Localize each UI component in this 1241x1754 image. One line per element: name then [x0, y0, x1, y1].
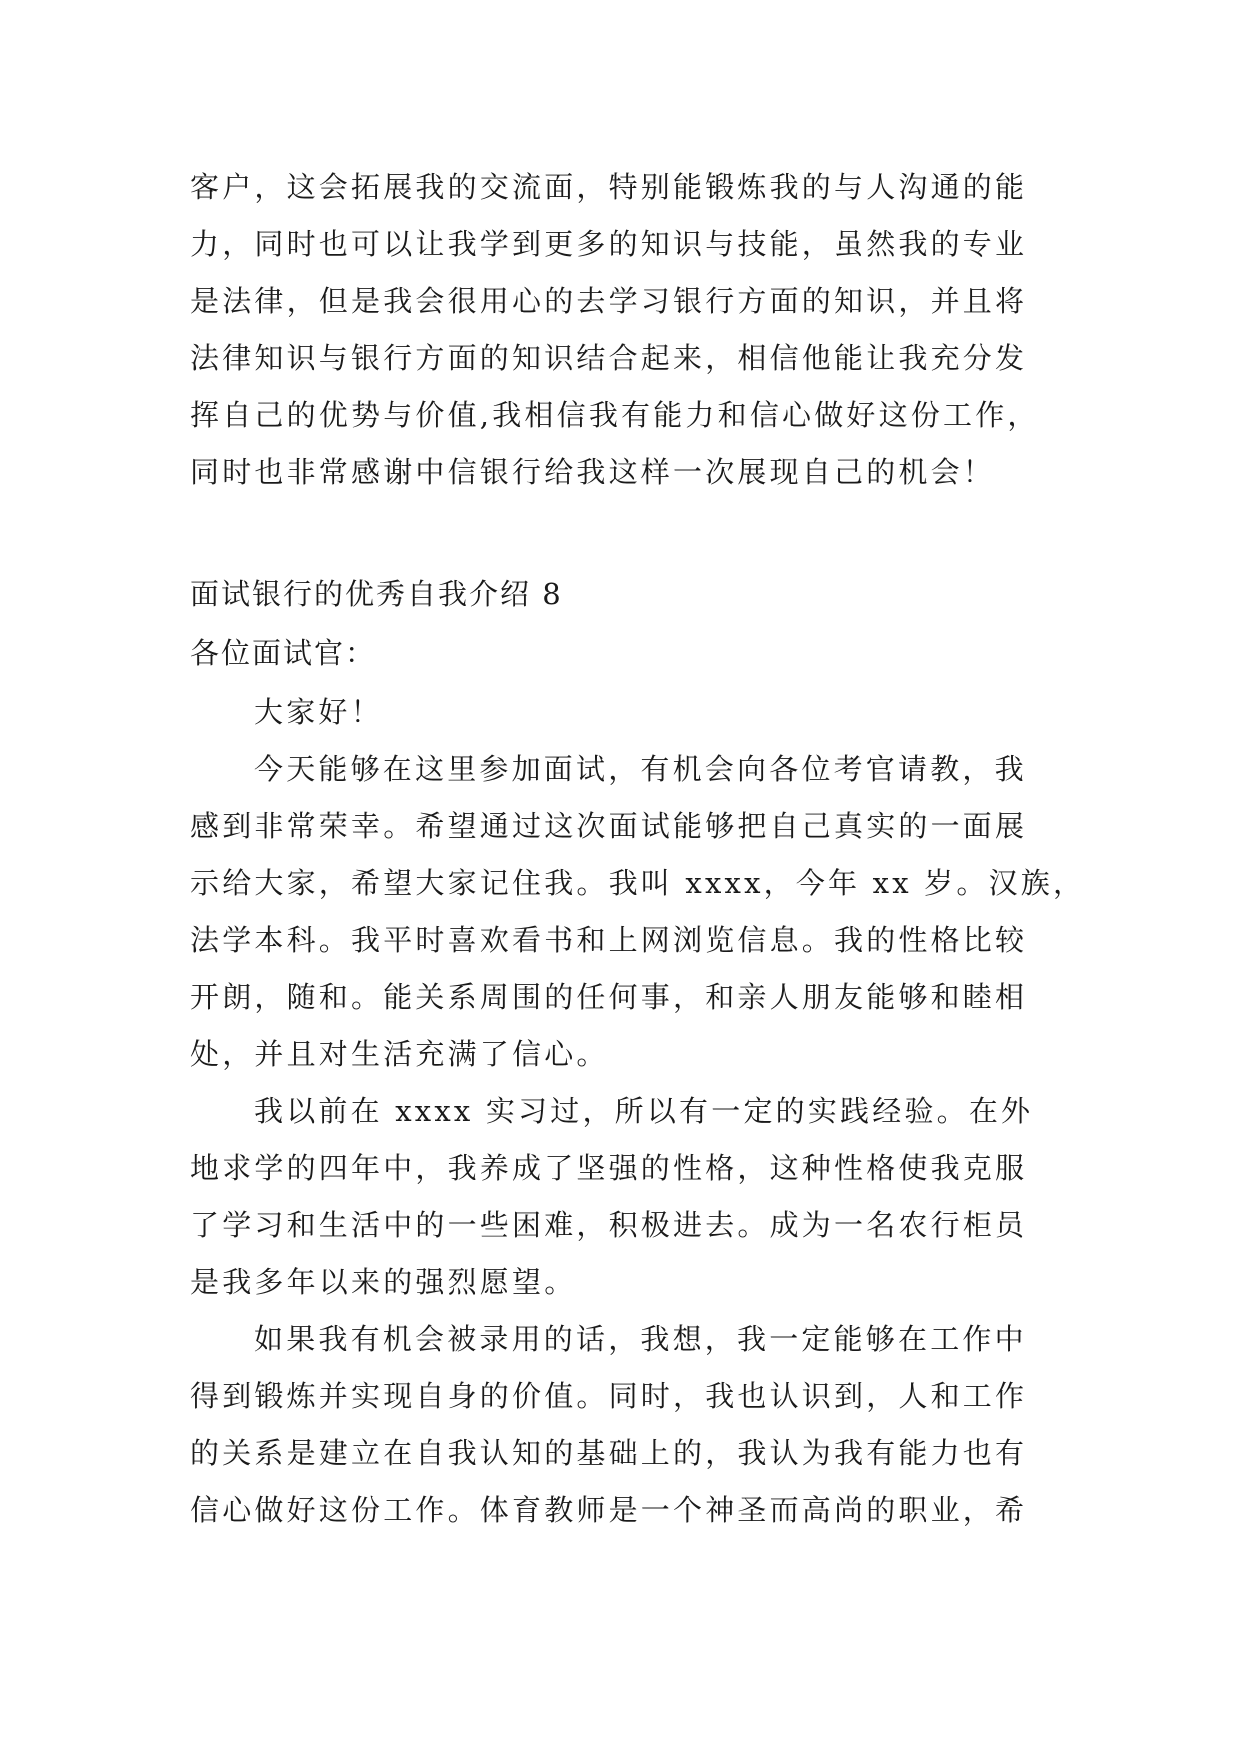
paragraph-line: 同时也非常感谢中信银行给我这样一次展现自己的机会！ — [190, 455, 996, 489]
salutation: 各位面试官： — [190, 636, 377, 670]
paragraph-line: 法律知识与银行方面的知识结合起来，相信他能让我充分发 — [190, 341, 1028, 375]
greeting: 大家好！ — [254, 695, 383, 729]
paragraph-line: 地求学的四年中，我养成了坚强的性格，这种性格使我克服 — [190, 1151, 1028, 1185]
section-body — [190, 684, 1086, 1539]
paragraph-line: 挥自己的优势与价值,我相信我有能力和信心做好这份工作， — [190, 398, 1040, 432]
paragraph-line: 开朗，随和。能关系周围的任何事，和亲人朋友能够和睦相 — [190, 980, 1028, 1014]
paragraph-line: 今天能够在这里参加面试，有机会向各位考官请教，我 — [254, 752, 1027, 786]
paragraph-line: 如果我有机会被录用的话，我想，我一定能够在工作中 — [254, 1322, 1027, 1356]
paragraph-line: 示给大家，希望大家记住我。我叫 xxxx，今年 xx 岁。汉族， — [190, 866, 1086, 900]
paragraph-line: 了学习和生活中的一些困难，积极进去。成为一名农行柜员 — [190, 1208, 1028, 1242]
paragraph-line: 客户，这会拓展我的交流面，特别能锻炼我的与人沟通的能 — [190, 170, 1028, 204]
paragraph-line: 法学本科。我平时喜欢看书和上网浏览信息。我的性格比较 — [190, 923, 1028, 957]
paragraph-line: 是法律，但是我会很用心的去学习银行方面的知识，并且将 — [190, 284, 1028, 318]
paragraph-line: 我以前在 xxxx 实习过，所以有一定的实践经验。在外 — [254, 1094, 1034, 1128]
paragraph-line: 感到非常荣幸。希望通过这次面试能够把自己真实的一面展 — [190, 809, 1028, 843]
paragraph-line: 信心做好这份工作。体育教师是一个神圣而高尚的职业，希 — [190, 1493, 1028, 1527]
intro-paragraph — [190, 159, 1060, 501]
paragraph-line: 的关系是建立在自我认知的基础上的，我认为我有能力也有 — [190, 1436, 1028, 1470]
paragraph-line: 力，同时也可以让我学到更多的知识与技能，虽然我的专业 — [190, 227, 1028, 261]
paragraph-line: 处，并且对生活充满了信心。 — [190, 1037, 609, 1071]
paragraph-line: 是我多年以来的强烈愿望。 — [190, 1265, 577, 1299]
section-title: 面试银行的优秀自我介绍 8 — [190, 577, 563, 611]
paragraph-line: 得到锻炼并实现自身的价值。同时，我也认识到，人和工作 — [190, 1379, 1028, 1413]
